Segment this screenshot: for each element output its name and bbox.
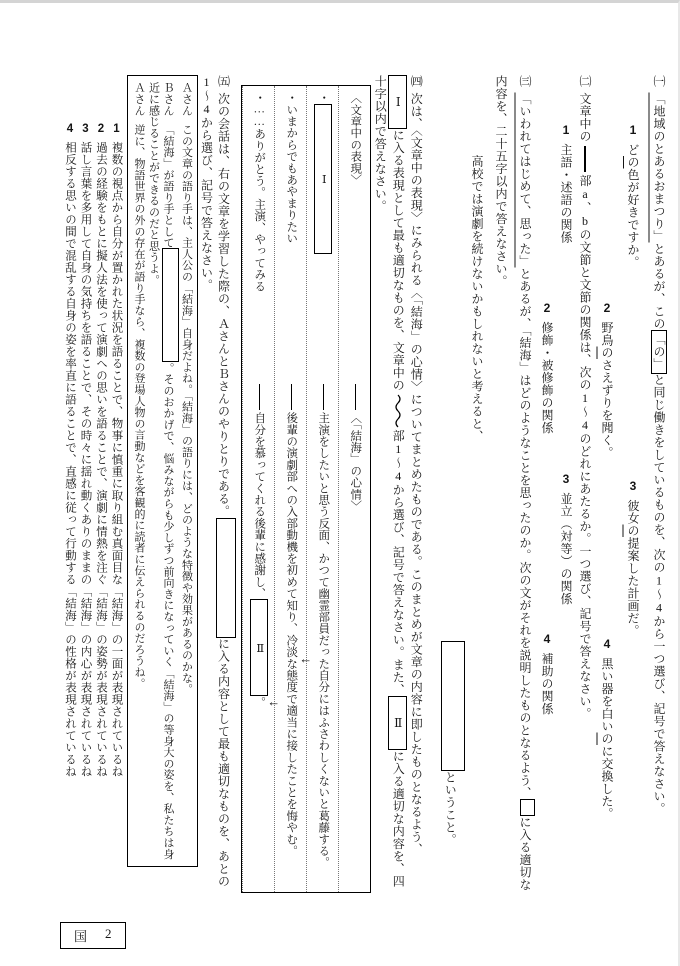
option-1-text: 複数の視点から自分が置かれた状況を語ることで、物事に慎重に取り組む真面目な「結海」の一面が表現されているね	[110, 141, 123, 778]
option-4-number: 4	[600, 637, 614, 652]
question-1-text: とあるが、この	[652, 242, 666, 330]
expression-feeling-table	[241, 85, 371, 893]
sequence-arrow-icon: ←	[298, 651, 314, 667]
question-2-label: ㈡	[578, 75, 592, 88]
question-2-options	[537, 75, 575, 897]
utterance-b-text: 「結海」が語り手として	[161, 123, 174, 249]
answer-fill-box	[441, 641, 465, 771]
spacer	[547, 434, 548, 632]
question-4-text-4: に入る適切な内容を、四十字以内で答えなさい。	[373, 75, 406, 888]
question-1-option-column-b	[594, 75, 620, 897]
table-header-expression	[341, 92, 368, 382]
roman-two-box	[388, 696, 407, 750]
speaker-a-label: Ａさん	[180, 82, 193, 116]
question-4-text-3: 部1〜4から選び、記号で答えなさい。また、	[391, 429, 406, 696]
dash-connector-icon	[355, 384, 357, 410]
header-expression-label: 〈文章中の表現〉	[349, 92, 362, 186]
option-3-number: 3	[626, 478, 640, 493]
option-1-number: 1	[559, 123, 573, 138]
question-5-label: ㈤	[216, 75, 231, 88]
table-row-2	[274, 86, 306, 892]
option-1	[559, 123, 573, 244]
wavy-line-mark-icon	[389, 394, 406, 428]
row-1-roman-one-box	[314, 104, 332, 254]
page-footer-badge	[60, 922, 126, 949]
question-5-text-2: に入る内容として最も適切なものを、あとの1〜4から選び、記号で答えなさい。	[199, 75, 231, 888]
option-3-number: 3	[559, 471, 573, 486]
row-3-feeling-text: 自分を慕ってくれる後輩に感謝し、	[253, 412, 266, 600]
subject-label: 国	[74, 929, 88, 944]
option-3	[559, 472, 573, 605]
spacer	[607, 459, 608, 637]
spacer	[566, 244, 567, 472]
question-3-explanation	[438, 75, 489, 897]
option-3	[626, 479, 640, 637]
option-1	[626, 123, 640, 269]
option-2-number: 2	[600, 301, 614, 316]
question-3-text-2: に入る適切な内容を、二十五字以内で答えなさい。	[494, 75, 532, 891]
speaker-a-label: Ａさん	[132, 82, 145, 116]
question-4-label: ㈣	[409, 75, 424, 88]
question-2-text-2: 部a、bの文節と文節の関係は、次の1〜4のどれにあたるか。一つ選び、記号で答えなさい。	[578, 174, 592, 720]
question-1-label: ㈠	[652, 75, 666, 88]
blank-reference-box	[216, 518, 236, 638]
dash-connector-icon	[259, 384, 261, 410]
row-2-expression	[277, 92, 304, 382]
option-4-marked-particle: の	[600, 732, 614, 745]
option-2-text: 野鳥	[600, 321, 614, 347]
table-header-column	[338, 86, 370, 892]
row-3-expression-text: ・……ありがとう。主演、やってみる	[253, 92, 266, 292]
question-2-option-column-b	[537, 75, 556, 897]
utterance-a1-text: この文章の語り手は、主人公の「結海」自身だよね。「結海」の語りには、どのような特徴や効果があるのかな。	[180, 123, 193, 695]
option-1-text-2: 色が好きですか。	[626, 168, 640, 269]
option-2-text-2: さえずりを聞く。	[600, 359, 614, 459]
option-4	[61, 75, 77, 897]
question-4-text: 次は、〈文章中の表現〉にみられる〈「結海」の心情〉についてまとめたものである。このまとめが文章の内容に即したものとなるよう、	[409, 92, 424, 856]
option-2-marked-particle: の	[600, 346, 614, 359]
spacer	[450, 155, 451, 641]
page-number: 2	[105, 926, 112, 941]
explanation-sentence-end	[438, 155, 465, 897]
question-5-text: 次の会話は、右の文章を学習した際の、ＡさんとＢさんのやりとりである。	[216, 92, 231, 518]
question-1-target-particle: 「の」	[651, 330, 667, 374]
question-5-options	[61, 75, 123, 897]
option-4-text: 黒い器を白い	[600, 657, 614, 733]
option-3-number: 3	[79, 123, 92, 136]
row-2-expression-text: ・いまからでもあやまりたい	[285, 92, 298, 245]
option-1-marked-particle: の	[626, 156, 640, 169]
option-3	[77, 75, 93, 897]
sequence-arrow-icon: ←	[266, 694, 282, 710]
question-3-label: ㈢	[518, 75, 532, 88]
option-1-number: 1	[626, 123, 640, 138]
question-4	[241, 75, 424, 897]
question-1-instruction	[646, 75, 672, 897]
option-3-text: 話し言葉を多用して自身の気持ちを語ることで、その時々に揺れ動くありのままの「結海」の内心が表現されているね	[79, 141, 92, 778]
exam-content	[52, 75, 672, 901]
roman-one: Ⅰ	[391, 94, 406, 110]
answer-fill-box	[162, 248, 179, 362]
dash-connector-icon	[291, 384, 293, 410]
question-4-text-2: に入る表現として最も適切なものを、文章中の	[391, 129, 406, 392]
blank-reference-box	[520, 799, 535, 816]
question-3	[438, 75, 537, 897]
question-5	[61, 75, 236, 897]
question-3-quote: 「いわれてはじめて、思った」	[518, 92, 532, 268]
dash-connector-icon	[323, 384, 325, 410]
utterance-a2-text: 逆に、物語世界の外の存在が語り手なら、複数の登場人物の言動などを客観的に読者に伝えられるのだろうね。	[132, 123, 145, 689]
option-4-text-2: に交換した。	[600, 745, 614, 820]
explanation-text-2: ということ。	[443, 771, 458, 846]
row-1-feeling-text: 主演をしたいと思う反面、かつて幽霊部員だった自分にはふさわしくないと葛藤する。	[317, 412, 330, 869]
question-1-options	[594, 75, 646, 897]
question-5-instruction	[198, 75, 237, 897]
option-2-number: 2	[94, 123, 107, 136]
option-1	[108, 75, 124, 897]
question-2-option-column-a	[556, 75, 575, 897]
option-3-text: 並立（対等）の関係	[559, 492, 573, 605]
option-3-marked-particle: の	[626, 524, 640, 537]
option-4-number: 4	[63, 123, 76, 136]
option-4	[540, 632, 554, 715]
question-2-text: 文章中の	[578, 92, 592, 143]
option-2-text: 修飾・被修飾の関係	[540, 321, 554, 434]
roman-one-box	[388, 75, 407, 129]
option-4-text: 補助の関係	[540, 652, 554, 715]
dialogue-box	[127, 75, 197, 867]
option-1-text: 主語・述語の関係	[559, 143, 573, 244]
option-1-text: ど	[626, 143, 640, 156]
option-2	[540, 301, 554, 434]
table-row-3	[242, 86, 274, 892]
row-1-expression	[309, 92, 336, 382]
row-2-feeling-text: 後輩の演劇部への入部動機を初めて知り、冷淡な態度で適当に接したことを悔やむ。	[285, 412, 298, 857]
question-2	[537, 75, 594, 897]
roman-two: Ⅱ	[253, 640, 266, 655]
question-1-text-2: と同じ働きをしているものを、次の1〜4から一つ選び、記号で答えなさい。	[652, 373, 666, 815]
option-1-number: 1	[110, 123, 123, 136]
option-4-text: 相反する思いの間で混乱する自身の姿を率直に語ることで、直感に従って行動する「結海」の性格が表現されているね	[63, 141, 76, 778]
question-1-option-column-a	[620, 75, 646, 897]
utterance-a2	[131, 82, 146, 860]
question-1-quote: 「地域のとあるおまつり」	[652, 92, 666, 243]
option-3-text: 彼女	[626, 499, 640, 524]
explanation-sentence-start	[465, 155, 489, 897]
bullet: ・	[317, 92, 330, 104]
option-2	[600, 301, 614, 459]
option-2-number: 2	[540, 301, 554, 316]
option-4	[600, 637, 614, 820]
option-3-text-2: 提案した計画だ。	[626, 536, 640, 637]
roman-two: Ⅱ	[391, 715, 406, 731]
option-2-text: 過去の経験をもとに擬人法を使って演劇への思いを語ることで、演劇に情熱を注ぐ「結海」の姿勢が表現されているね	[94, 141, 107, 778]
roman-one: Ⅰ	[317, 171, 330, 186]
utterance-b	[146, 82, 179, 860]
header-feeling-label: 〈「結海」の心情〉	[349, 412, 362, 512]
row-3-expression	[245, 92, 272, 382]
utterance-a1	[179, 82, 194, 860]
row-3-roman-two-box	[250, 599, 268, 696]
question-3-instruction	[489, 75, 537, 897]
option-4-number: 4	[540, 632, 554, 647]
spacer	[633, 269, 634, 479]
utterance-b-text-2: 。そのおかげで、悩みながらも少しずつ前向きになっていく「結海」の等身大の姿を、私たちは身近に感じることができるのだと思うよ。	[147, 82, 174, 860]
explanation-text: 高校では演劇を続けないかもしれないと考えると、	[470, 155, 484, 443]
question-2-instruction	[575, 75, 594, 897]
table-row-1	[306, 86, 338, 892]
solid-line-mark-icon	[584, 146, 586, 172]
question-3-text: とあるが、「結海」はどのようなことを思ったのか。次の文がそれを説明したものとなるよう、	[518, 267, 532, 799]
question-1	[594, 75, 672, 897]
question-4-instruction	[371, 75, 424, 897]
speaker-b-label: Ｂさん	[161, 82, 174, 116]
row-3-feeling-text-2: 。	[253, 696, 266, 708]
option-2	[92, 75, 108, 897]
